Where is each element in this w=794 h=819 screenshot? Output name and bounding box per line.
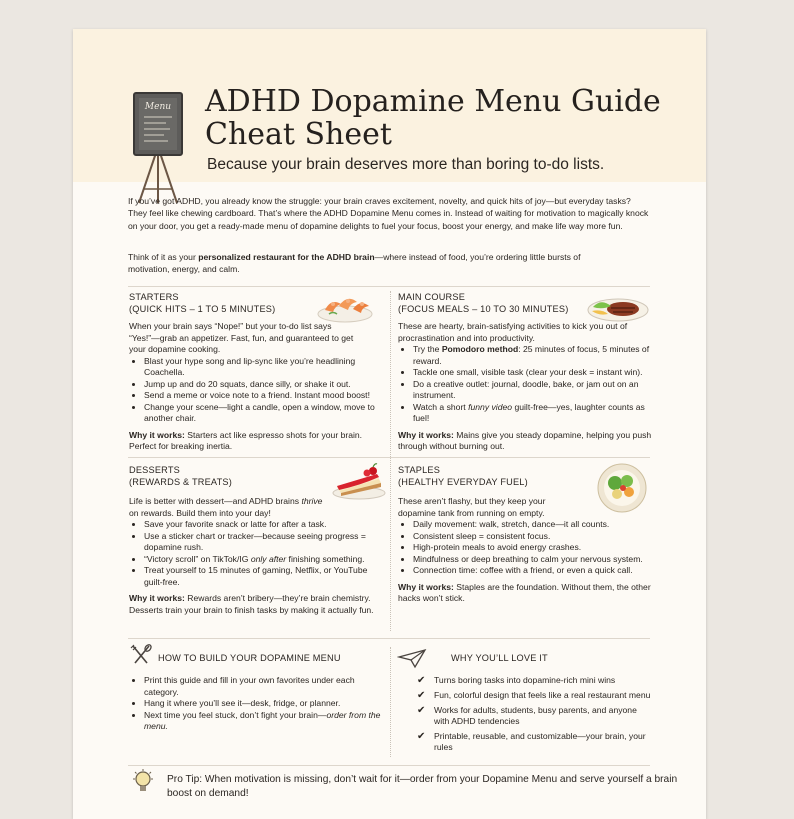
item-text: Works for adults, students, busy parents, and anyone with ADHD tendencies [434,705,637,726]
main-course-desc: These are hearty, brain-satisfying activities to kick you out of procrastination and into productivity. [398,321,628,343]
desc-text: on rewards. Build them into your day! [129,507,271,518]
starters-subtitle: (QUICK HITS – 1 TO 5 MINUTES) [129,304,276,314]
svg-text:Menu: Menu [144,102,172,112]
why-love-title: WHY YOU’LL LOVE IT [451,653,548,663]
item-text: Watch a short [413,401,469,412]
list-item [413,705,653,727]
item-text: Fun, colorful design that feels like a real restaurant menu [434,690,651,700]
staples-list [398,519,653,577]
check-icon: ✔ [417,705,426,716]
main-course-title: MAIN COURSE [398,292,466,302]
item-text: “Victory scroll” on TikTok/IG [144,553,251,564]
divider-protip [128,765,650,766]
check-icon: ✔ [417,690,426,701]
item-italic: funny video [468,401,513,412]
why-text: Starters act like espresso shots for your brain. Perfect for breaking inertia. [129,429,363,451]
why-label: Why it works: [398,581,454,592]
list-item: • Use a sticker chart or tracker—because seeing progress = dopamine rush. [144,531,379,554]
pro-tip-text: Pro Tip: When motivation is missing, don’t wait for it—order from your Dopamine Menu and serve yourself a brain boost on demand! [167,774,678,799]
item-bold: Pomodoro method [441,344,519,354]
lightbulb-icon [131,769,155,795]
starters-why [129,430,379,453]
why-label: Why it works: [129,429,185,440]
how-to-section [158,653,383,665]
list-item: • Hang it where you’ll see it—desk, fridge, or planner. [144,698,384,710]
why-text: Rewards aren’t bribery—they’re brain chemistry. Desserts train your brain to finish tasks by making it actually fun. [129,593,374,615]
column-divider [390,291,391,631]
list-item: • Treat yourself to 15 minutes of gaming, Netflix, or YouTube guilt-free. [144,565,379,588]
page-subtitle: Because your brain deserves more than boring to-do lists. [207,156,605,173]
main-course-subtitle: (FOCUS MEALS – 10 TO 30 MINUTES) [398,304,569,314]
how-to-list-wrap [129,675,384,733]
list-item [413,690,653,701]
staples-title: STAPLES [398,465,441,475]
list-item: • Change your scene—light a candle, open a window, move to another chair. [144,402,379,425]
fork-spoon-icon [129,643,153,667]
menu-easel-icon [131,87,185,205]
list-item: • Blast your hype song and lip-sync like you’re headlining Coachella. [144,356,379,379]
item-text: Turns boring tasks into dopamine-rich mini wins [434,675,616,685]
column-divider-bottom [390,647,391,757]
list-item: • Print this guide and fill in your own favorites under each category. [144,675,384,698]
list-item [144,554,379,566]
page-title [205,85,685,151]
item-text: finishing something. [286,553,365,564]
cheat-sheet-page [73,29,706,819]
desserts-why [129,593,379,616]
list-item: • High-protein meals to avoid energy crashes. [413,542,653,554]
why-text: Staples are the foundation. Without them, the other hacks won’t stick. [398,581,651,603]
intro-p2-bold: personalized restaurant for the ADHD brain [198,252,375,262]
list-item: • Tackle one small, visible task (clear your desk = instant win). [413,367,653,379]
how-to-list [129,675,384,733]
salad-bowl-icon [597,463,647,513]
intro-paragraph: If you’ve got ADHD, you already know the struggle: your brain craves excitement, novelty, and quick hits of joy—but everyday tasks? They feel like chewing cardboard. That’s where the ADHD Dopamine Menu comes in. Instead of waiting for motivation to magically knock on your door, you get a ready-made menu of dopamine delights to fuel your focus, boost your energy, and make life way more fun. [128,196,649,231]
item-text: Printable, reusable, and customizable—your brain, your rules [434,731,646,752]
why-love-list [398,675,653,753]
list-item: • Daily movement: walk, stretch, dance—it all counts. [413,519,653,531]
desserts-subtitle: (REWARDS & TREATS) [129,477,232,487]
desserts-desc [129,496,324,519]
why-love-section [451,653,651,665]
staples-why [398,582,653,605]
divider-middle [128,457,650,458]
list-item: • Jump up and do 20 squats, dance silly, or shake it out. [144,379,379,391]
how-to-title: HOW TO BUILD YOUR DOPAMINE MENU [158,653,341,663]
item-text: Next time you feel stuck, don’t fight your brain— [144,709,327,720]
paper-plane-icon [397,647,427,669]
why-text: Mains give you steady dopamine, helping you push through without burning out. [398,429,652,451]
why-label: Why it works: [129,593,185,603]
starters-desc: When your brain says “Nope!” but your to-do list says “Yes!”—grab an appetizer. Fast, fun, and guaranteed to get your dopamine cooking. [129,321,354,354]
list-item: • Mindfulness or deep breathing to calm your nervous system. [413,554,653,566]
item-text: guilt-free—yes, laughter counts as fuel! [413,401,645,423]
check-icon: ✔ [417,675,426,686]
main-course-why [398,430,653,453]
list-item: • Consistent sleep = consistent focus. [413,531,653,543]
list-item [413,731,653,753]
item-italic: order from the menu. [144,709,381,731]
why-label: Why it works: [398,429,454,440]
list-item [144,710,384,733]
divider-bottom [128,638,650,639]
staples-desc: These aren’t flashy, but they keep your dopamine tank from running on empty. [398,496,546,518]
desserts-title: DESSERTS [129,465,180,475]
divider-top [128,286,650,287]
desserts-list [129,519,379,588]
title-line-2: Cheat Sheet [205,117,392,152]
intro-paragraph-2 [128,251,608,276]
item-text: : 25 minutes of focus, 5 minutes of reward. [413,344,650,366]
intro-p2-before: Think of it as your [128,252,199,262]
desc-text: Life is better with dessert—and ADHD brains [129,496,302,506]
shrimp-appetizer-icon [317,292,373,324]
starters-title: STARTERS [129,292,179,302]
item-italic: only after [250,553,287,564]
cheesecake-icon [327,461,387,501]
list-item [413,675,653,686]
starters-list [129,356,379,425]
list-item [413,402,653,425]
list-item: • Send a meme or voice note to a friend. Instant mood boost! [144,390,379,402]
list-item [413,344,653,367]
staples-subtitle: (HEALTHY EVERYDAY FUEL) [398,477,528,487]
header-band [73,29,706,182]
title-line-1: ADHD Dopamine Menu Guide [205,84,661,119]
steak-plate-icon [587,294,649,322]
item-text: Try the [413,344,442,354]
main-course-list [398,344,653,425]
why-love-list-wrap [398,675,653,757]
check-icon: ✔ [417,731,426,742]
list-item: • Do a creative outlet: journal, doodle, bake, or jam out on an instrument. [413,379,653,402]
intro-p2-after: —where instead of food, you’re ordering little bursts of motivation, energy, and calm. [128,252,581,275]
desc-italic: thrive [301,496,323,506]
list-item: • Save your favorite snack or latte for after a task. [144,519,379,531]
list-item: • Connection time: coffee with a friend, or even a quick call. [413,565,653,577]
